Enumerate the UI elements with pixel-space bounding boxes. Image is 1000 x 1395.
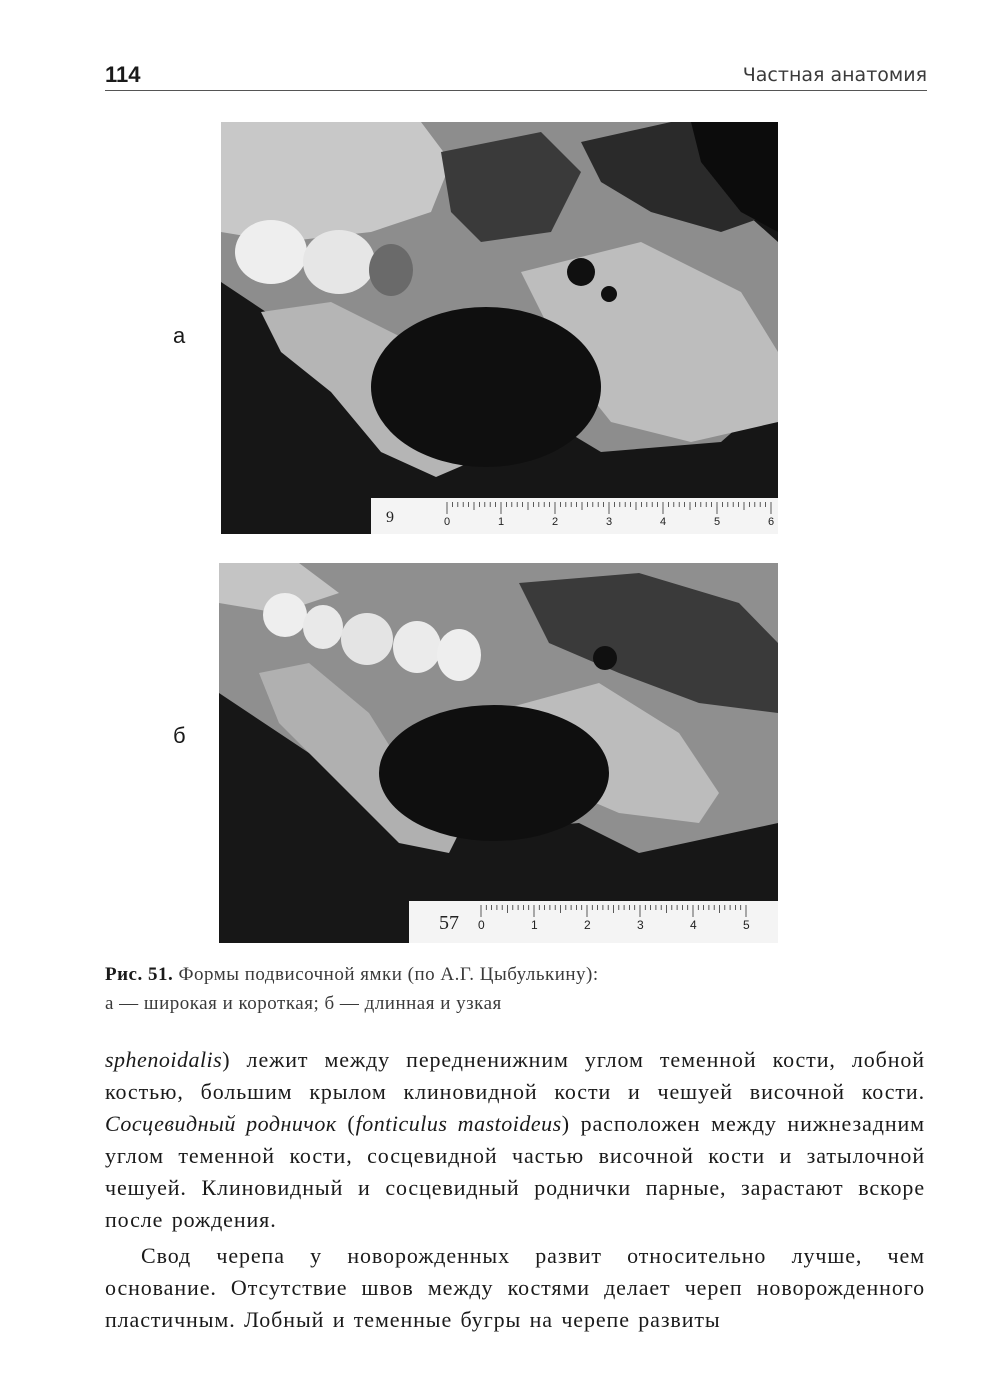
running-title: Частная анатомия (742, 64, 927, 86)
ruler-number: 5 (743, 918, 750, 932)
paragraph-1-text-c: ) расположен между нижнезадним углом теменной кости, сосцевидной частью височной кости и затылочной чешуей. Клиновидный и сосцевидный роднички парные, зарастают вскоре после рождения. (105, 1111, 925, 1232)
skull-photo-b (219, 563, 778, 943)
ruler-number: 0 (444, 516, 451, 528)
caption-line-1: Формы подвисочной ямки (по А.Г. Цыбулькину): (178, 964, 599, 985)
caption-label: Рис. 51. (105, 964, 174, 985)
figure-caption (105, 960, 925, 1018)
ruler-a-tag: 9 (386, 509, 394, 526)
ruler-number: 2 (584, 918, 591, 932)
paragraph-1-text-a: ) лежит между передненижним углом теменной кости, лобной костью, большим крылом клиновидной кости и чешуей височной кости. (105, 1047, 925, 1104)
ruler-number: 4 (690, 918, 697, 932)
ruler-number: 1 (531, 918, 538, 932)
ruler-number: 4 (660, 516, 667, 528)
ruler-number: 3 (637, 918, 644, 932)
ruler-b-tag: 57 (439, 912, 459, 934)
page-header (105, 62, 927, 92)
ruler-number: 5 (714, 516, 721, 528)
page-number: 114 (105, 62, 141, 87)
latin-term: sphenoidalis (105, 1047, 223, 1072)
paragraph-1 (105, 1044, 925, 1236)
panel-b-label: б (173, 723, 186, 748)
skull-photo-a (221, 122, 778, 534)
header-rule (105, 90, 927, 91)
latin-term-2: fonticulus mastoideus (355, 1111, 562, 1136)
ruler-number: 0 (478, 918, 485, 932)
russian-term: Сосцевидный родничок (105, 1111, 337, 1136)
paragraph-1-text-b: ( (336, 1111, 356, 1136)
caption-line-2: а — широкая и короткая; б — длинная и узкая (105, 993, 502, 1014)
body-text (105, 1044, 925, 1336)
ruler-number: 2 (552, 516, 559, 528)
ruler-number: 6 (768, 516, 775, 528)
ruler-number: 3 (606, 516, 613, 528)
ruler-number: 1 (498, 516, 505, 528)
paragraph-2: Свод черепа у новорожденных развит относительно лучше, чем основание. Отсутствие швов между костями делает череп новорожденного пластичным. Лобный и теменные бугры на черепе развиты (105, 1243, 925, 1332)
panel-a-label: а (173, 323, 186, 348)
